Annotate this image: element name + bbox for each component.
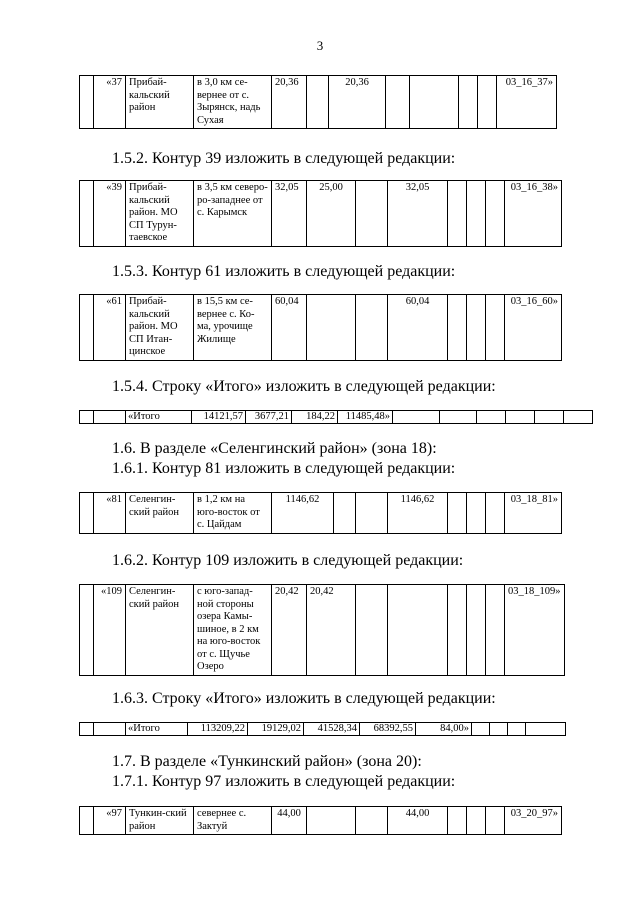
heading-1-7-1: 1.7.1. Контур 97 изложить в следующей редакции: (112, 773, 456, 790)
code-cell: 03_20_97» (505, 807, 562, 835)
district-cell: Прибай-кальский район. МО СП Турун-таевское (126, 181, 194, 247)
table-row (80, 411, 593, 424)
total-value: 11485,48» (338, 411, 393, 424)
location-cell: в 3,5 км северо-ро-западнее от с. Карымск (194, 181, 272, 247)
code-cell: 03_16_37» (497, 76, 557, 129)
table-row (80, 181, 562, 247)
total-value: 184,22 (292, 411, 338, 424)
contour-37-table (79, 75, 557, 129)
value-cell: 20,42 (307, 585, 356, 676)
value-cell: 32,05 (272, 181, 307, 247)
location-cell: в 3,0 км се-вернее от с. Зырянск, надь Сухая (194, 76, 272, 129)
contour-number: «39 (94, 181, 126, 247)
total-value: 113209,22 (188, 723, 248, 736)
total-value: 68392,55 (360, 723, 416, 736)
total-label: «Итого (126, 411, 192, 424)
heading-1-7: 1.7. В разделе «Тункинский район» (зона 20): (112, 753, 422, 770)
location-cell: с юго-запад-ной стороны озера Камы-шиное, в 2 км на юго-восток от с. Щучье Озеро (194, 585, 272, 676)
heading-1-5-4: 1.5.4. Строку «Итого» изложить в следующей редакции: (112, 378, 496, 395)
table-row (80, 493, 562, 534)
value-cell: 1146,62 (388, 493, 448, 534)
contour-number: «109 (94, 585, 126, 676)
code-cell: 03_16_38» (505, 181, 562, 247)
value-cell: 44,00 (272, 807, 307, 835)
total-table-1 (79, 410, 593, 424)
heading-1-5-2: 1.5.2. Контур 39 изложить в следующей редакции: (112, 150, 456, 167)
district-cell: Прибай-кальский район. МО СП Итан-цинское (126, 295, 194, 361)
location-cell: в 15,5 км се-вернее с. Ко-ма, урочище Жилище (194, 295, 272, 361)
value-cell: 60,04 (388, 295, 448, 361)
heading-1-6-3: 1.6.3. Строку «Итого» изложить в следующей редакции: (112, 690, 496, 707)
total-label: «Итого (126, 723, 188, 736)
table-row (80, 295, 562, 361)
code-cell: 03_16_60» (505, 295, 562, 361)
district-cell: Селенгин-ский район (126, 493, 194, 534)
code-cell: 03_18_109» (505, 585, 565, 676)
table-row (80, 723, 566, 736)
contour-number: «37 (94, 76, 126, 129)
code-cell: 03_18_81» (505, 493, 562, 534)
value-cell: 1146,62 (272, 493, 334, 534)
total-table-2 (79, 722, 566, 736)
location-cell: в 1,2 км на юго-восток от с. Цайдам (194, 493, 272, 534)
heading-1-6-2: 1.6.2. Контур 109 изложить в следующей редакции: (112, 552, 464, 569)
total-value: 14121,57 (192, 411, 246, 424)
value-cell: 25,00 (307, 181, 356, 247)
table-row (80, 807, 562, 835)
value-cell: 20,36 (329, 76, 386, 129)
contour-number: «97 (94, 807, 126, 835)
contour-39-table (79, 180, 562, 247)
district-cell: Прибай-кальский район (126, 76, 194, 129)
value-cell: 20,36 (272, 76, 307, 129)
table-row (80, 76, 557, 129)
district-cell: Селенгин-ский район (126, 585, 194, 676)
value-cell: 44,00 (388, 807, 448, 835)
total-value: 3677,21 (246, 411, 292, 424)
total-value: 19129,02 (248, 723, 304, 736)
total-value: 41528,34 (304, 723, 360, 736)
contour-97-table (79, 806, 562, 835)
heading-1-6-1: 1.6.1. Контур 81 изложить в следующей редакции: (112, 460, 456, 477)
contour-81-table (79, 492, 562, 534)
contour-109-table (79, 584, 565, 676)
total-value: 84,00» (416, 723, 472, 736)
contour-number: «61 (94, 295, 126, 361)
heading-1-6: 1.6. В разделе «Селенгинский район» (зона 18): (112, 440, 437, 457)
value-cell: 32,05 (388, 181, 448, 247)
contour-61-table (79, 294, 562, 361)
value-cell: 60,04 (272, 295, 307, 361)
page-number: 3 (316, 38, 324, 53)
location-cell: севернее с. Зактуй (194, 807, 272, 835)
heading-1-5-3: 1.5.3. Контур 61 изложить в следующей редакции: (112, 263, 456, 280)
district-cell: Тункин-ский район (126, 807, 194, 835)
table-row (80, 585, 565, 676)
value-cell: 20,42 (272, 585, 307, 676)
contour-number: «81 (94, 493, 126, 534)
